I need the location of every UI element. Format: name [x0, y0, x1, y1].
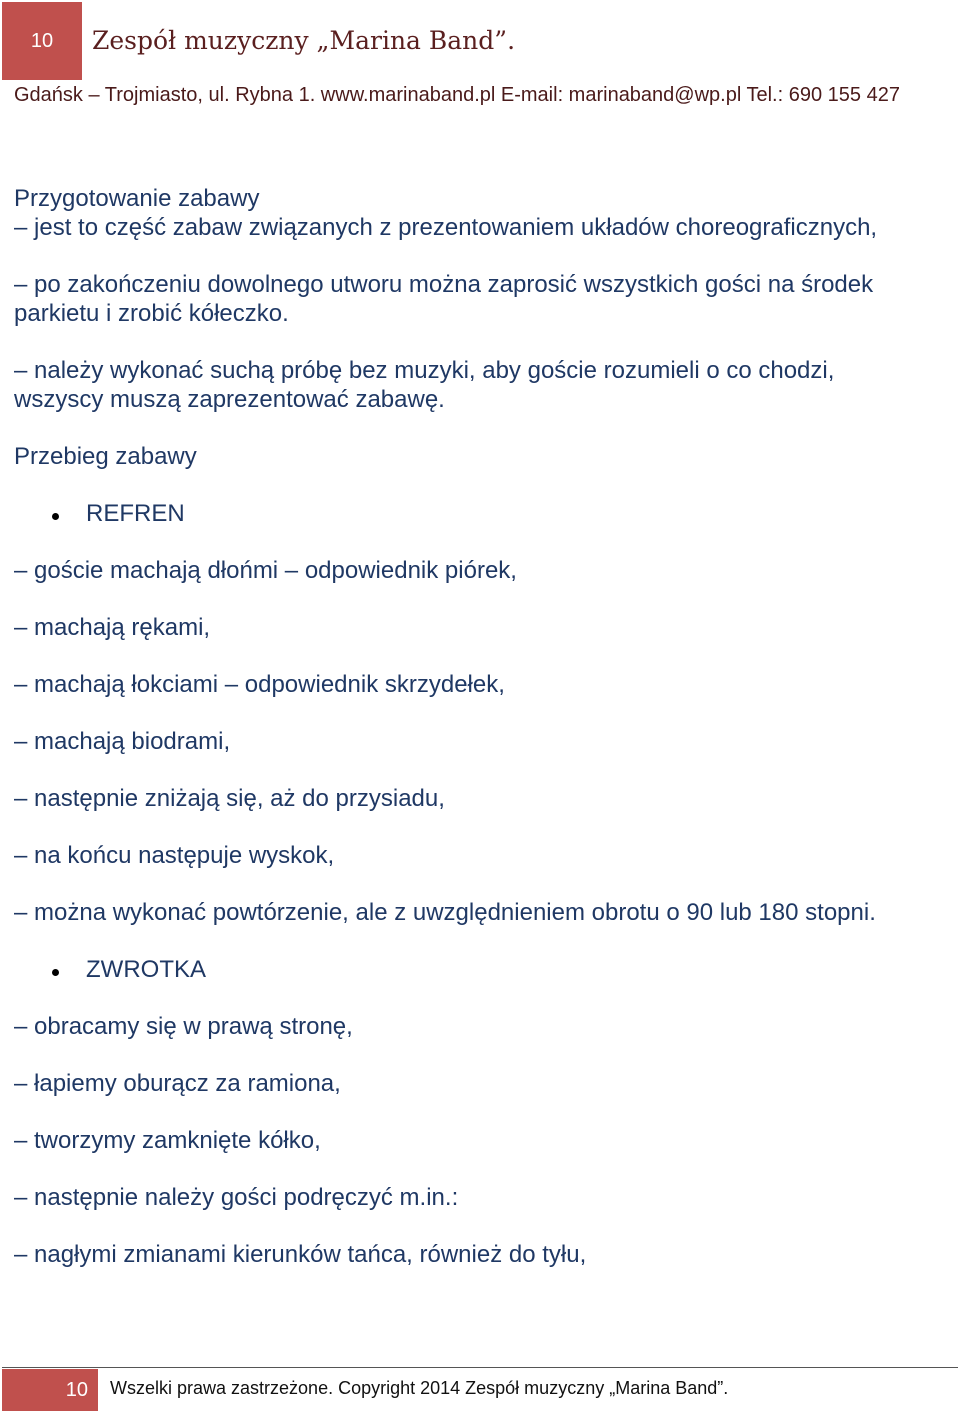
list-item: – następnie zniżają się, aż do przysiadu, — [14, 785, 445, 812]
list-item: – machają łokciami – odpowiednik skrzydełek, — [14, 671, 505, 698]
list-item: – następnie należy gości podręczyć m.in.: — [14, 1184, 459, 1211]
refren-bullet — [14, 499, 950, 528]
footer-divider — [2, 1367, 958, 1368]
prep-line: wszyscy muszą zaprezentować zabawę. — [14, 386, 445, 413]
prep-line: – należy wykonać suchą próbę bez muzyki, aby goście rozumieli o co chodzi, — [14, 357, 835, 384]
footer-copyright: Wszelki prawa zastrzeżone. Copyright 2014 Zespół muzyczny „Marina Band”. — [110, 1378, 729, 1398]
prep-heading: Przygotowanie zabawy — [14, 185, 260, 212]
list-item: – nagłymi zmianami kierunków tańca, również do tyłu, — [14, 1241, 587, 1268]
list-item: – goście machają dłońmi – odpowiednik piórek, — [14, 557, 517, 584]
list-item: – tworzymy zamknięte kółko, — [14, 1127, 321, 1154]
header-page-number: 10 — [2, 2, 82, 80]
zwrotka-bullet — [14, 955, 950, 984]
header-contact: Gdańsk – Trojmiasto, ul. Rybna 1. www.marinaband.pl E-mail: marinaband@wp.pl Tel.: 690 155 427 — [14, 84, 900, 106]
zwrotka-label: ZWROTKA — [86, 956, 206, 983]
footer-page-number — [2, 1369, 98, 1411]
refren-label: REFREN — [86, 500, 185, 527]
list-item: – machają biodrami, — [14, 728, 231, 755]
footer-page-number-text: 10 — [65, 1378, 88, 1401]
prep-line: – po zakończeniu dowolnego utworu można zaprosić wszystkich gości na środek — [14, 271, 874, 298]
list-item: – łapiemy oburącz za ramiona, — [14, 1070, 341, 1097]
list-item: – na końcu następuje wyskok, — [14, 842, 335, 869]
prep-line: parkietu i zrobić kółeczko. — [14, 300, 289, 327]
bullet-icon — [52, 513, 59, 520]
header-title: Zespół muzyczny „Marina Band”. — [92, 26, 516, 55]
document-body — [14, 184, 950, 1269]
course-heading: Przebieg zabawy — [14, 443, 197, 470]
list-item: – machają rękami, — [14, 614, 211, 641]
bullet-icon — [52, 969, 59, 976]
list-item: – obracamy się w prawą stronę, — [14, 1013, 353, 1040]
prep-line: – jest to część zabaw związanych z prezentowaniem układów choreograficznych, — [14, 214, 878, 241]
list-item: – można wykonać powtórzenie, ale z uwzględnieniem obrotu o 90 lub 180 stopni. — [14, 899, 876, 926]
